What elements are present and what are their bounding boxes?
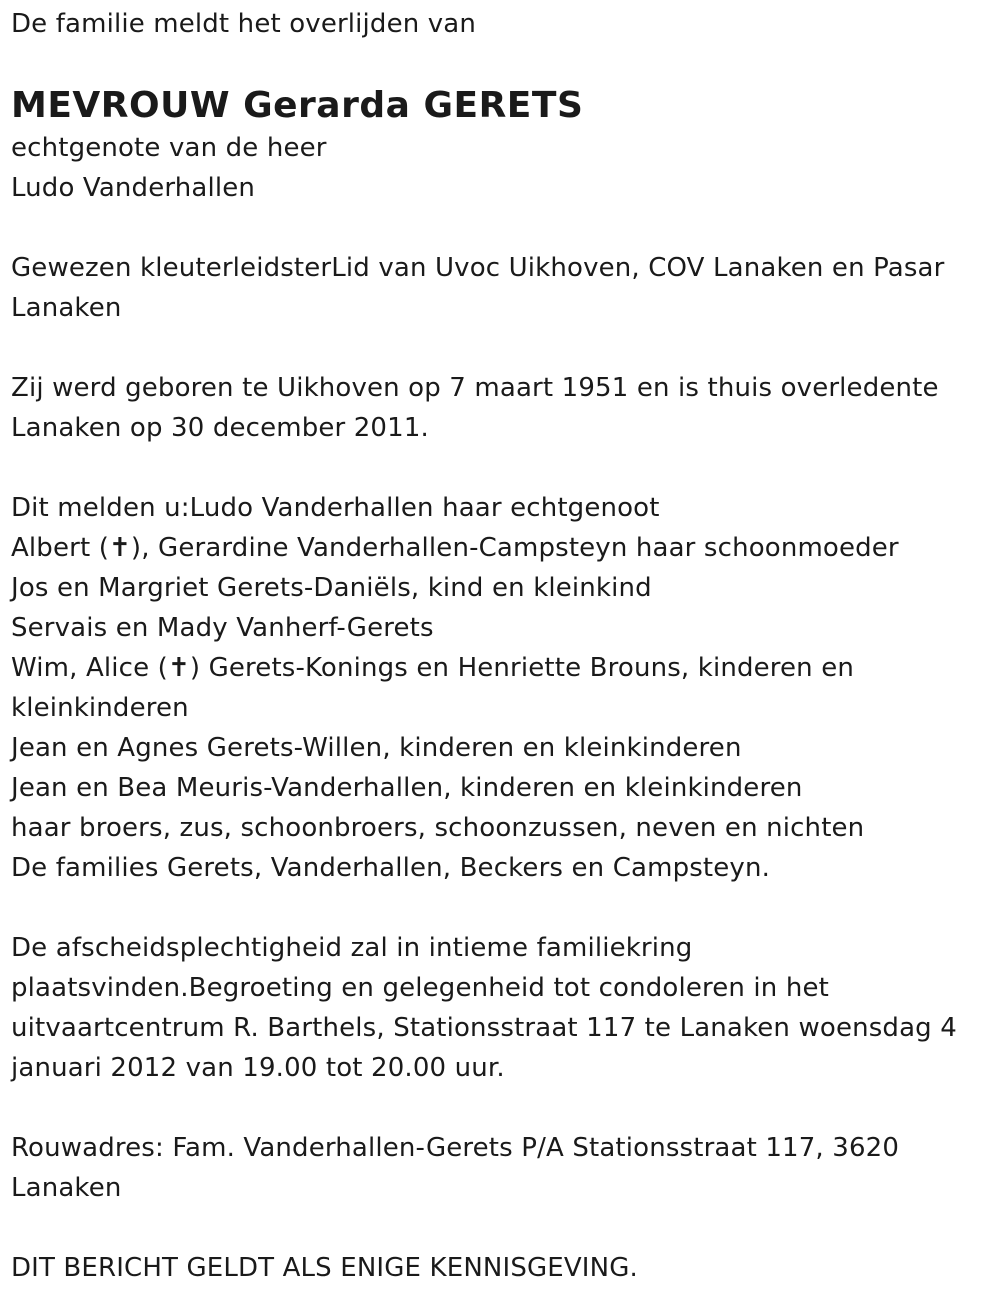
occupation-line: Gewezen kleuterleidsterLid van Uvoc Uikhoven, COV Lanaken en Pasar [11, 253, 945, 283]
announcer-line: De families Gerets, Vanderhallen, Beckers en Campsteyn. [11, 853, 770, 883]
announcer-line: Jean en Agnes Gerets-Willen, kinderen en kleinkinderen [11, 733, 742, 763]
birth-death-line: Lanaken op 30 december 2011. [11, 413, 429, 443]
ceremony-line: januari 2012 van 19.00 tot 20.00 uur. [11, 1053, 505, 1083]
announcer-line: Dit melden u:Ludo Vanderhallen haar echtgenoot [11, 493, 660, 523]
announcer-line: Albert (✝), Gerardine Vanderhallen-Campsteyn haar schoonmoeder [11, 533, 899, 563]
spouse-line: Ludo Vanderhallen [11, 173, 255, 203]
address-block [11, 1128, 975, 1208]
ceremony-line: plaatsvinden.Begroeting en gelegenheid tot condoleren in het [11, 973, 829, 1003]
closing-statement: DIT BERICHT GELDT ALS ENIGE KENNISGEVING. [11, 1253, 638, 1283]
announcer-line: Servais en Mady Vanherf-Gerets [11, 613, 434, 643]
announcer-line: haar broers, zus, schoonbroers, schoonzussen, neven en nichten [11, 813, 865, 843]
spacer [11, 1208, 975, 1248]
announcer-line: Jos en Margriet Gerets-Daniëls, kind en kleinkind [11, 573, 652, 603]
announcer-line: Jean en Bea Meuris-Vanderhallen, kinderen en kleinkinderen [11, 773, 803, 803]
spacer [11, 208, 975, 248]
intro-text: De familie meldt het overlijden van [11, 9, 477, 39]
spacer [11, 328, 975, 368]
ceremony-line: uitvaartcentrum R. Barthels, Stationsstraat 117 te Lanaken woensdag 4 [11, 1013, 957, 1043]
spacer [11, 1088, 975, 1128]
spacer [11, 448, 975, 488]
occupation-line: Lanaken [11, 293, 122, 323]
spouse-block [11, 128, 975, 208]
deceased-name: MEVROUW Gerarda GERETS [11, 85, 584, 126]
address-line: Rouwadres: Fam. Vanderhallen-Gerets P/A Stationsstraat 117, 3620 [11, 1133, 900, 1163]
announcer-line: kleinkinderen [11, 693, 189, 723]
announcers-block [11, 488, 975, 888]
ceremony-line: De afscheidsplechtigheid zal in intieme familiekring [11, 933, 693, 963]
spouse-line: echtgenote van de heer [11, 133, 327, 163]
ceremony-block [11, 928, 975, 1088]
announcer-line: Wim, Alice (✝) Gerets-Konings en Henriette Brouns, kinderen en [11, 653, 854, 683]
birth-death-block [11, 368, 975, 448]
address-line: Lanaken [11, 1173, 122, 1203]
birth-death-line: Zij werd geboren te Uikhoven op 7 maart 1951 en is thuis overledente [11, 373, 939, 403]
occupation-block [11, 248, 975, 328]
spacer [11, 888, 975, 928]
